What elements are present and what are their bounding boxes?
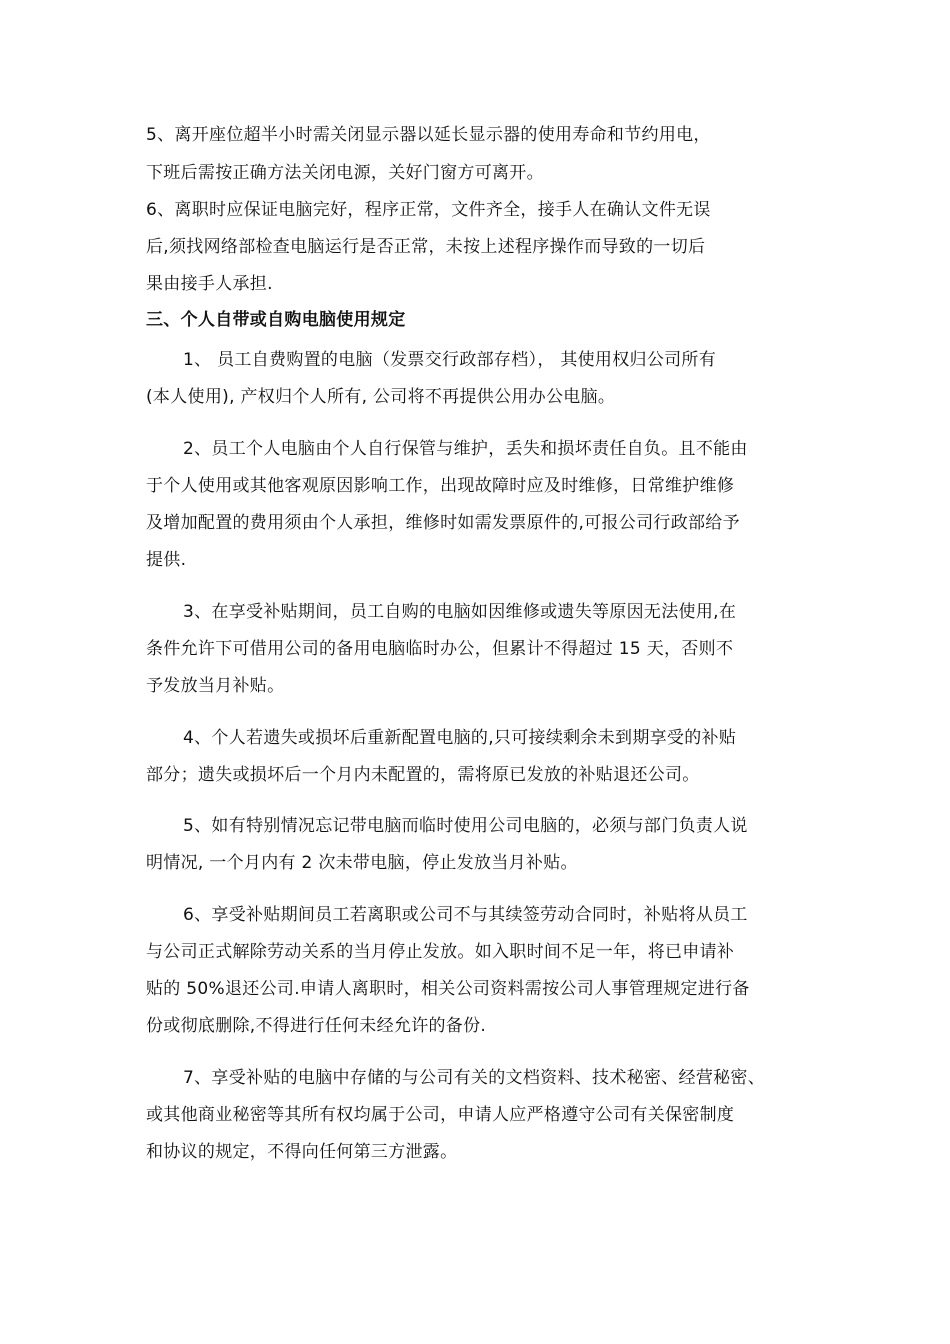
p2-line3: 及增加配置的费用须由个人承担，维修时如需发票原件的,可报公司行政部给予 — [146, 513, 740, 533]
p7-line2: 或其他商业秘密等其所有权均属于公司，申请人应严格遵守公司有关保密制度 — [146, 1105, 735, 1125]
p5-line2: 明情况, 一个月内有 2 次未带电脑，停止发放当月补贴。 — [146, 853, 578, 873]
section3-heading: 三、个人自带或自购电脑使用规定 — [146, 310, 406, 330]
p6-line2: 与公司正式解除劳动关系的当月停止发放。如入职时间不足一年，将已申请补 — [146, 942, 735, 962]
p2-line1: 2、员工个人电脑由个人自行保管与维护，丢失和损坏责任自负。且不能由 — [183, 439, 748, 459]
p1-line2: (本人使用), 产权归个人所有, 公司将不再提供公用办公电脑。 — [146, 387, 616, 407]
p5-line1: 5、如有特别情况忘记带电脑而临时使用公司电脑的，必须与部门负责人说 — [183, 816, 748, 836]
p6-line4: 份或彻底删除,不得进行任何未经允许的备份. — [146, 1016, 487, 1036]
p2-line2: 于个人使用或其他客观原因影响工作，出现故障时应及时维修，日常维护维修 — [146, 476, 735, 496]
p3-line2: 条件允许下可借用公司的备用电脑临时办公，但累计不得超过 15 天，否则不 — [146, 639, 734, 659]
p3-line3: 予发放当月补贴。 — [146, 676, 285, 696]
p2-line4: 提供. — [146, 550, 187, 570]
item6-line2: 后,须找网络部检查电脑运行是否正常，未按上述程序操作而导致的一切后 — [146, 237, 706, 257]
item5-line2: 下班后需按正确方法关闭电源，关好门窗方可离开。 — [146, 163, 544, 183]
p3-line1: 3、在享受补贴期间，员工自购的电脑如因维修或遗失等原因无法使用,在 — [183, 602, 737, 622]
item6-line3: 果由接手人承担. — [146, 274, 273, 294]
p7-line3: 和协议的规定，不得向任何第三方泄露。 — [146, 1142, 458, 1162]
p6-line3: 贴的 50%退还公司.申请人离职时，相关公司资料需按公司人事管理规定进行备 — [146, 979, 750, 999]
p7-line1: 7、享受补贴的电脑中存储的与公司有关的文档资料、技术秘密、经营秘密、 — [183, 1068, 766, 1088]
p4-line2: 部分；遗失或损坏后一个月内未配置的，需将原已发放的补贴退还公司。 — [146, 765, 700, 785]
p4-line1: 4、个人若遗失或损坏后重新配置电脑的,只可接续剩余未到期享受的补贴 — [183, 728, 737, 748]
p6-line1: 6、享受补贴期间员工若离职或公司不与其续签劳动合同时，补贴将从员工 — [183, 905, 748, 925]
item5-line1: 5、离开座位超半小时需关闭显示器以延长显示器的使用寿命和节约用电， — [146, 125, 711, 145]
p1-line1: 1、 员工自费购置的电脑（发票交行政部存档）， 其使用权归公司所有 — [183, 350, 717, 370]
item6-line1: 6、离职时应保证电脑完好，程序正常，文件齐全，接手人在确认文件无误 — [146, 200, 711, 220]
